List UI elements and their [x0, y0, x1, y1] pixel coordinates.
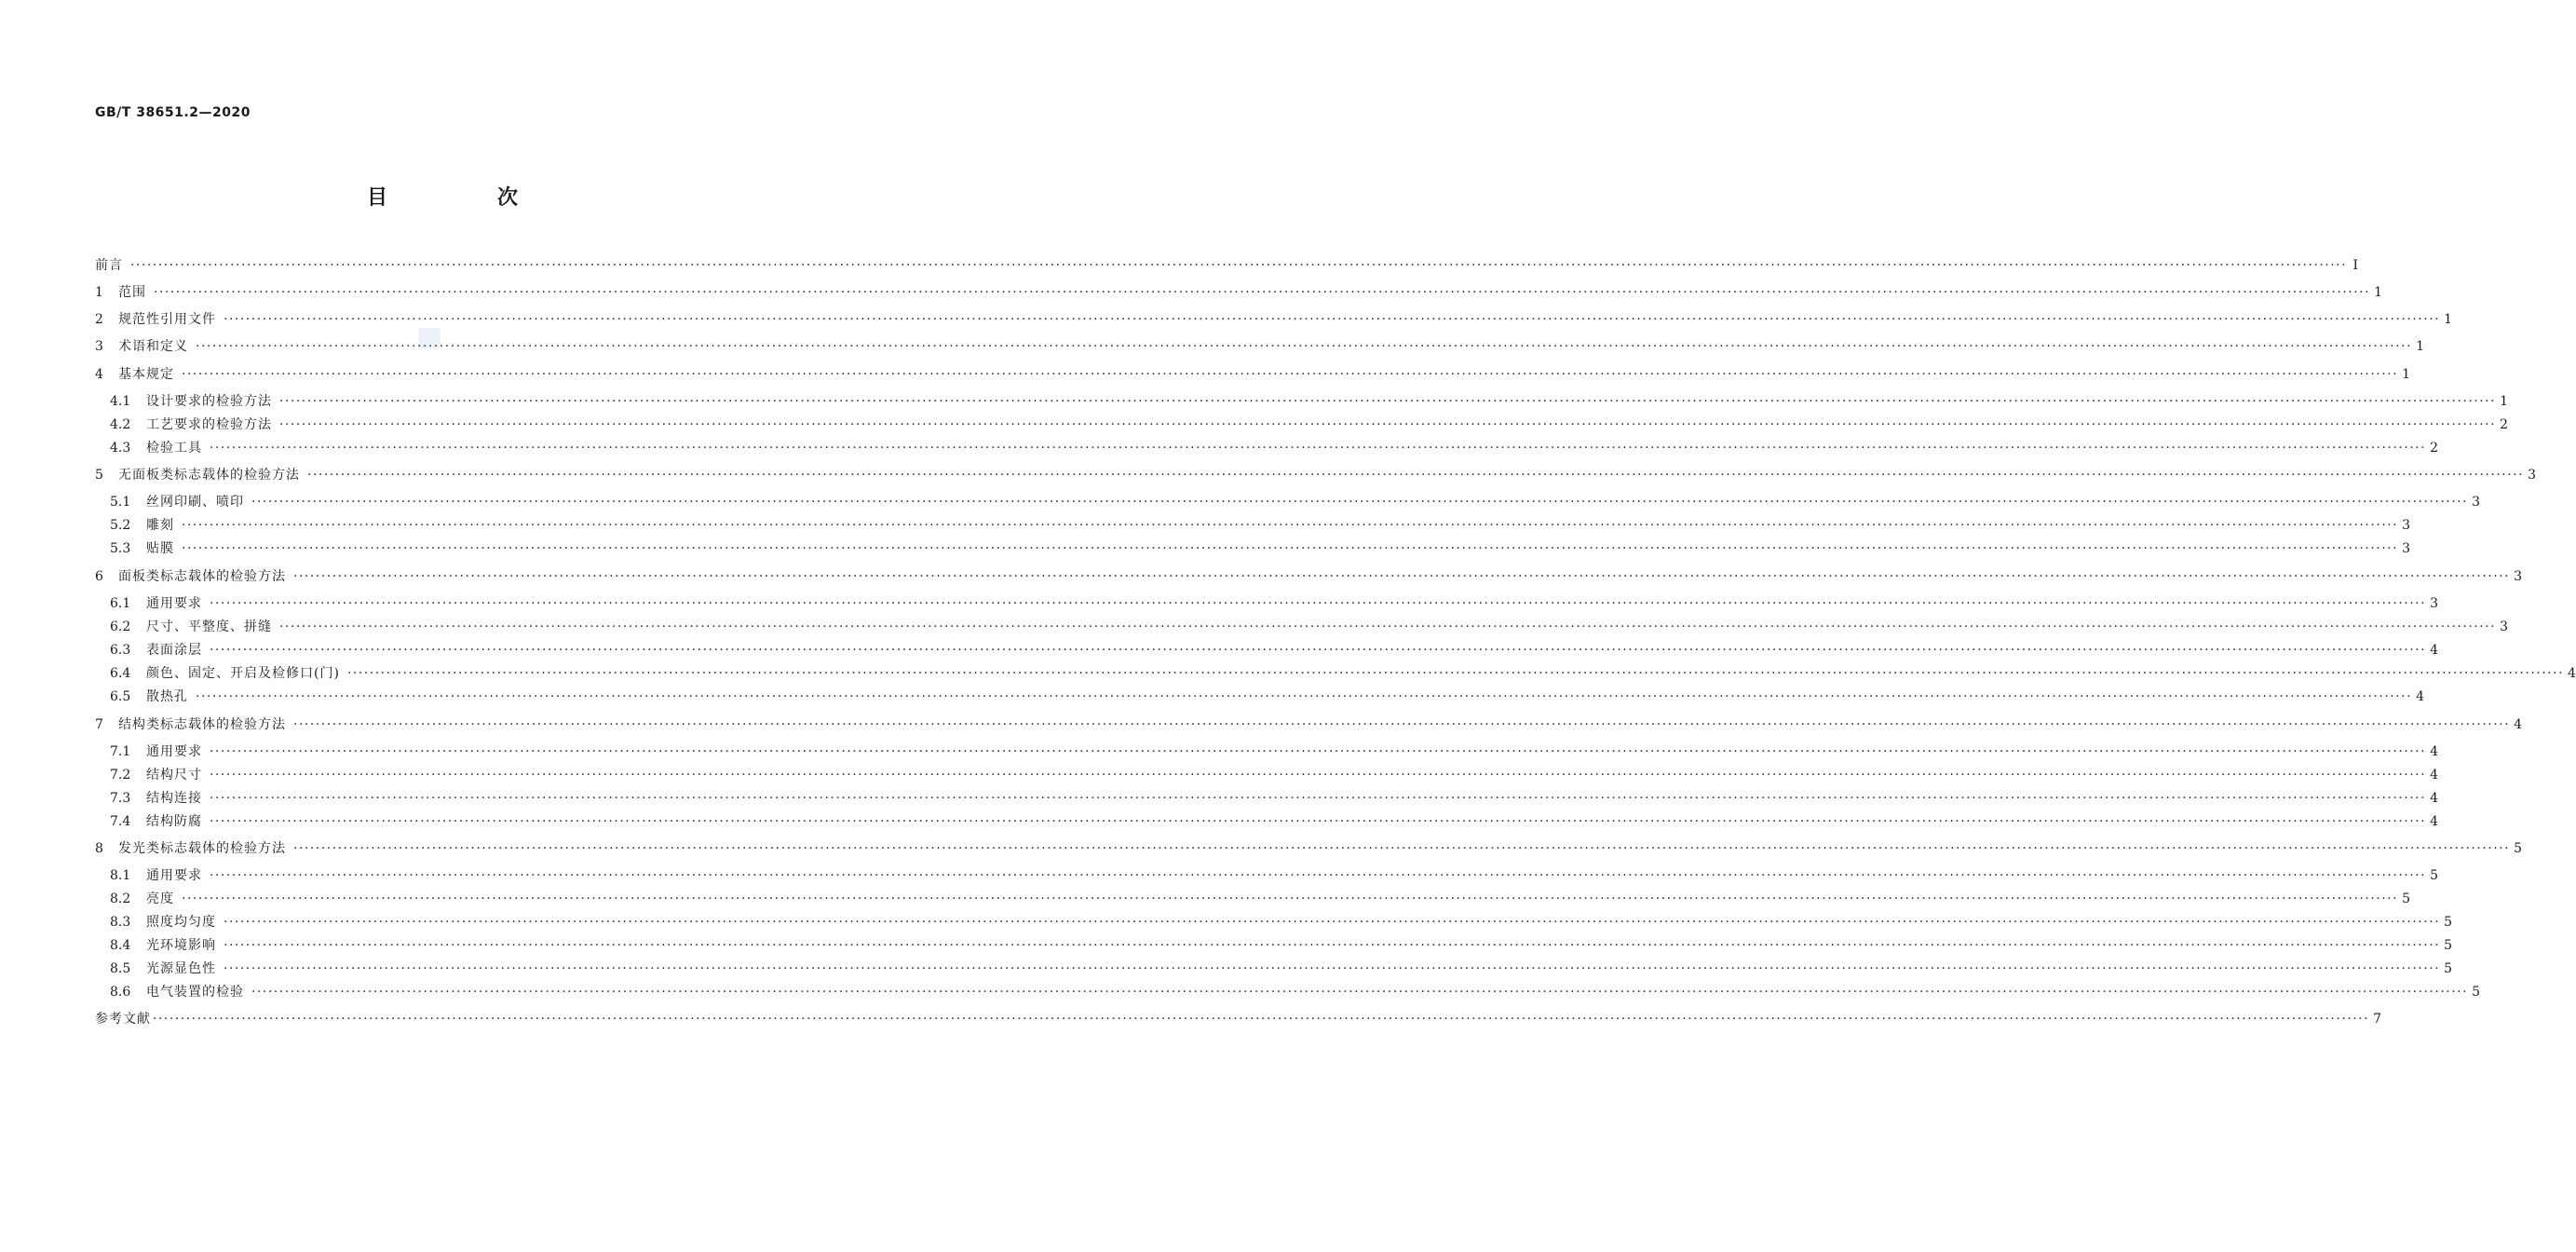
toc-entry-number: 8.2	[110, 891, 131, 906]
toc-entry[interactable]	[95, 309, 2452, 328]
toc-entry-label: 雕刻	[146, 518, 174, 533]
toc-entry-page: 2	[2430, 441, 2438, 456]
toc-entry-label: 颜色、固定、开启及检修口(门)	[146, 666, 340, 681]
toc-entry-label: 无面板类标志载体的检验方法	[118, 468, 300, 483]
toc-leader-dots: ················································································································································································································································································································································································································	[293, 841, 2511, 856]
toc-entry-page: 4	[2430, 768, 2438, 782]
toc-entry-number: 6	[95, 569, 103, 584]
toc-entry[interactable]	[110, 765, 2438, 783]
toc-leader-dots: ················································································································································································································································································································································································································	[279, 417, 2497, 432]
toc-entry[interactable]	[110, 438, 2438, 456]
toc-entry-number: 7	[95, 717, 103, 732]
toc-leader-dots: ················································································································································································································································································································································································································	[182, 541, 2399, 556]
toc-entry[interactable]	[95, 465, 2536, 483]
toc-entry-page: 3	[2402, 518, 2410, 533]
toc-entry-page: 4	[2430, 791, 2438, 806]
toc-entry-label: 亮度	[146, 891, 174, 906]
toc-entry-number: 8.1	[110, 868, 131, 883]
toc-entry-label: 检验工具	[146, 441, 202, 456]
toc-leader-dots: ················································································································································································································································································································································································································	[196, 339, 2413, 354]
toc-entry-label: 通用要求	[146, 868, 202, 883]
toc-entry-page: 5	[2430, 868, 2438, 883]
toc-entry-label: 光环境影响	[146, 938, 216, 953]
toc-entry[interactable]	[110, 788, 2438, 807]
toc-leader-dots: ················································································································································································································································································································································································································	[224, 961, 2441, 976]
toc-entry-page: Ⅰ	[2352, 258, 2359, 273]
toc-entry[interactable]	[95, 1009, 2381, 1027]
toc-entry-number: 7.2	[110, 768, 131, 782]
toc-entry-number: 6.4	[110, 666, 131, 681]
toc-entry-page: 3	[2402, 541, 2410, 556]
toc-entry-page: 4	[2430, 643, 2438, 658]
toc-entry-number: 5.2	[110, 518, 131, 533]
toc-entry-label: 光源显色性	[146, 961, 216, 976]
toc-leader-dots: ················································································································································································································································································································································································································	[182, 518, 2399, 533]
toc-leader-dots: ················································································································································································································································································································································································································	[154, 285, 2371, 300]
toc-entry-number: 7.4	[110, 814, 131, 829]
toc-entry[interactable]	[110, 889, 2410, 907]
toc-entry-page: 1	[2500, 394, 2508, 409]
toc-entry-number: 6.5	[110, 689, 131, 704]
toc-entry[interactable]	[110, 515, 2410, 534]
toc-entry-label: 范围	[118, 285, 146, 300]
toc-entry-number: 3	[95, 339, 103, 354]
toc-entry-label: 结构防腐	[146, 814, 202, 829]
toc-entry-page: 4	[2430, 744, 2438, 759]
toc-entry[interactable]	[110, 593, 2438, 612]
toc-entry[interactable]	[110, 687, 2424, 705]
toc-leader-dots: ················································································································································································································································································································································································································	[251, 985, 2469, 1000]
toc-entry-label: 工艺要求的检验方法	[146, 417, 272, 432]
toc-leader-dots: ················································································································································································································································································································································································································	[279, 394, 2497, 409]
toc-entry-label: 贴膜	[146, 541, 174, 556]
toc-entry[interactable]	[110, 982, 2480, 1000]
toc-entry-page: 1	[2374, 285, 2382, 300]
toc-leader-dots: ················································································································································································································································································································································································································	[210, 596, 2427, 611]
toc-entry-number: 5.1	[110, 495, 131, 510]
toc-entry-label: 发光类标志载体的检验方法	[118, 841, 286, 856]
toc-leader-dots: ················································································································································································································································································································································································································	[224, 915, 2441, 930]
toc-entry-number: 6.1	[110, 596, 131, 611]
toc-entry-page: 2	[2500, 417, 2508, 432]
toc-entry[interactable]	[110, 391, 2508, 410]
toc-entry[interactable]	[95, 336, 2424, 355]
standard-code: GB/T 38651.2—2020	[95, 105, 251, 120]
toc-entry-label: 设计要求的检验方法	[146, 394, 272, 409]
toc-entry[interactable]	[95, 364, 2410, 383]
toc-leader-dots: ················································································································································································································································································································································································································	[210, 768, 2427, 782]
toc-leader-dots: ················································································································································································································································································································································································································	[210, 791, 2427, 806]
toc-entry-number: 4	[95, 367, 103, 382]
toc-leader-dots: ················································································································································································································································································································································································································	[346, 666, 2565, 681]
toc-entry-label: 参考文献	[95, 1012, 151, 1027]
toc-entry-number: 4.1	[110, 394, 131, 409]
toc-entry-label: 电气装置的检验	[146, 985, 244, 1000]
toc-entry[interactable]	[95, 714, 2522, 733]
toc-entry-label: 面板类标志载体的检验方法	[118, 569, 286, 584]
toc-entry[interactable]	[95, 566, 2522, 585]
toc-entry-number: 8.3	[110, 915, 131, 930]
toc-leader-dots: ················································································································································································································································································································································································································	[279, 619, 2497, 634]
toc-leader-dots: ················································································································································································································································································································································································································	[130, 258, 2348, 273]
toc-entry[interactable]	[110, 912, 2452, 931]
toc-entry-page: 5	[2472, 985, 2480, 1000]
toc-entry-page: 7	[2373, 1012, 2381, 1027]
toc-entry-number: 7.3	[110, 791, 131, 806]
toc-leader-dots: ················································································································································································································································································································································································································	[182, 891, 2399, 906]
toc-entry[interactable]	[110, 811, 2438, 830]
toc-entry-page: 5	[2514, 841, 2522, 856]
toc-entry[interactable]	[110, 617, 2508, 635]
toc-entry-label: 结构类标志载体的检验方法	[118, 717, 286, 732]
toc-entry-page: 3	[2500, 619, 2508, 634]
toc-entry-page: 1	[2416, 339, 2424, 354]
toc-entry-page: 5	[2402, 891, 2410, 906]
toc-entry-label: 散热孔	[146, 689, 188, 704]
toc-leader-dots: ················································································································································································································································································································································································································	[210, 814, 2427, 829]
toc-leader-dots: ················································································································································································································································································································································································································	[307, 468, 2525, 483]
toc-entry-page: 5	[2444, 961, 2452, 976]
toc-entry-number: 4.3	[110, 441, 131, 456]
toc-entry-number: 8.4	[110, 938, 131, 953]
toc-entry[interactable]	[110, 415, 2508, 433]
toc-leader-dots: ················································································································································································································································································································································································································	[182, 367, 2399, 382]
toc-entry-label: 丝网印刷、喷印	[146, 495, 244, 510]
toc-leader-dots: ················································································································································································································································································································································································································	[224, 938, 2441, 953]
toc-entry-number: 4.2	[110, 417, 131, 432]
toc-entry[interactable]	[110, 538, 2410, 557]
toc-entry-label: 规范性引用文件	[118, 312, 216, 327]
toc-entry[interactable]	[110, 742, 2438, 760]
toc-entry-page: 1	[2444, 312, 2452, 327]
toc-leader-dots: ················································································································································································································································································································································································································	[210, 643, 2427, 658]
toc-leader-dots: ················································································································································································································································································································································································································	[210, 868, 2427, 883]
toc-entry-number: 8.5	[110, 961, 131, 976]
toc-entry-label: 通用要求	[146, 596, 202, 611]
toc-entry-number: 6.2	[110, 619, 131, 634]
toc-entry[interactable]	[95, 838, 2522, 857]
toc-entry-page: 1	[2402, 367, 2410, 382]
toc-leader-dots: ················································································································································································································································································································································································································	[224, 312, 2441, 327]
toc-entry-label: 尺寸、平整度、拼缝	[146, 619, 272, 634]
toc-entry[interactable]	[110, 865, 2438, 884]
toc-entry[interactable]	[110, 935, 2452, 954]
toc-entry-number: 8	[95, 841, 103, 856]
toc-entry-number: 8.6	[110, 985, 131, 1000]
toc-entry-page: 4	[2430, 814, 2438, 829]
toc-entry-page: 3	[2528, 468, 2536, 483]
toc-leader-dots: ················································································································································································································································································································································································································	[293, 717, 2511, 732]
toc-title: 目 次	[366, 186, 563, 210]
toc-entry[interactable]	[95, 282, 2382, 301]
toc-entry-label: 前言	[95, 258, 123, 273]
toc-entry[interactable]	[110, 959, 2452, 977]
toc-entry-number: 1	[95, 285, 103, 300]
toc-entry-number: 2	[95, 312, 103, 327]
toc-leader-dots: ················································································································································································································································································································································································································	[210, 441, 2427, 456]
toc-entry-page: 4	[2514, 717, 2522, 732]
toc-entry-label: 结构尺寸	[146, 768, 202, 782]
toc-entry-label: 基本规定	[118, 367, 174, 382]
toc-leader-dots: ················································································································································································································································································································································································································	[251, 495, 2469, 510]
toc-entry-label: 表面涂层	[146, 643, 202, 658]
toc-entry[interactable]	[110, 663, 2576, 682]
toc-entry-page: 3	[2472, 495, 2480, 510]
toc-entry-page: 5	[2444, 938, 2452, 953]
toc-entry-number: 6.3	[110, 643, 131, 658]
toc-entry[interactable]	[110, 640, 2438, 659]
toc-leader-dots: ················································································································································································································································································································································································································	[210, 744, 2427, 759]
toc-entry-page: 4	[2416, 689, 2424, 704]
toc-leader-dots: ················································································································································································································································································································································································································	[196, 689, 2413, 704]
toc-leader-dots: ················································································································································································································································································································································································································	[153, 1012, 2370, 1027]
toc-entry-page: 4	[2568, 666, 2576, 681]
toc-entry-number: 5	[95, 468, 103, 483]
toc-entry-number: 5.3	[110, 541, 131, 556]
toc-entry-page: 5	[2444, 915, 2452, 930]
toc-entry-page: 3	[2514, 569, 2522, 584]
toc-entry-page: 3	[2430, 596, 2438, 611]
toc-entry-label: 结构连接	[146, 791, 202, 806]
toc-entry-number: 7.1	[110, 744, 131, 759]
toc-entry-label: 术语和定义	[118, 339, 188, 354]
toc-entry[interactable]	[95, 255, 2359, 274]
toc-entry-label: 通用要求	[146, 744, 202, 759]
toc-leader-dots: ················································································································································································································································································································································································································	[293, 569, 2511, 584]
toc-entry-label: 照度均匀度	[146, 915, 216, 930]
toc-entry[interactable]	[110, 492, 2480, 510]
